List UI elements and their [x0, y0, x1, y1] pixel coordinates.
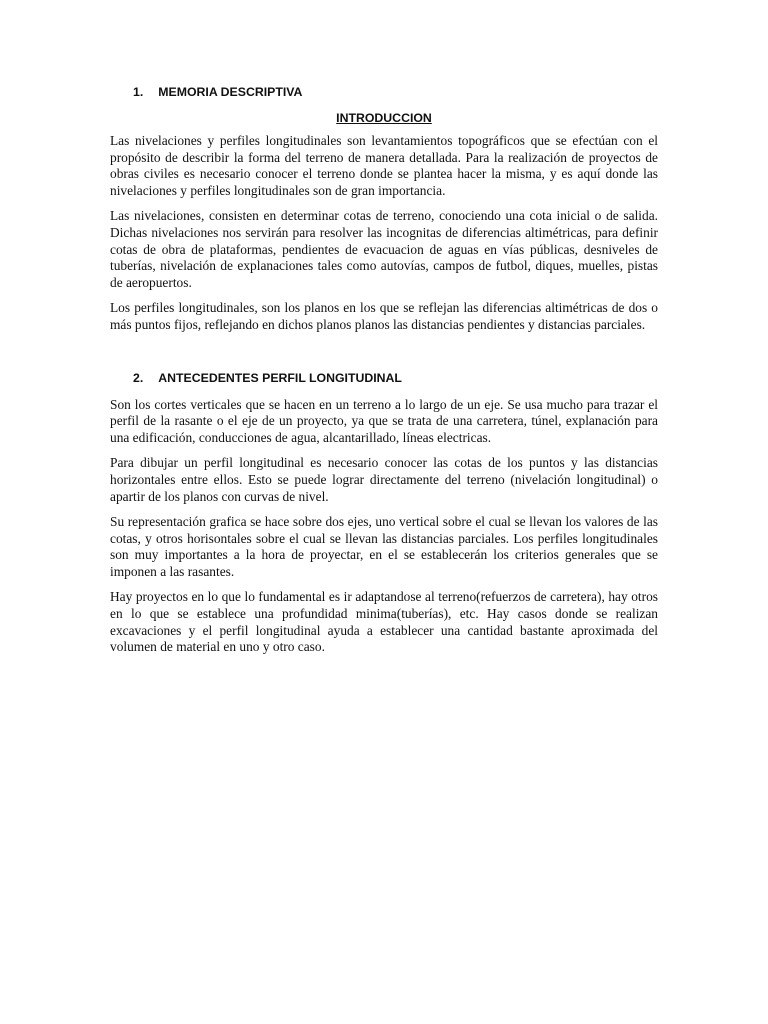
section-antecedentes: [110, 370, 658, 656]
paragraph: Los perfiles longitudinales, son los planos en los que se reflejan las diferencias altimétricas de dos o más puntos fijos, reflejando en dichos planos planos las distancias pendientes y distancias parciales.: [110, 300, 658, 332]
paragraph: Las nivelaciones, consisten en determinar cotas de terreno, conociendo una cota inicial o de salida. Dichas nivelaciones nos servirán para resolver las incognitas de diferencias altimétricas, para definir cotas de obra de plataformas, pendientes de evacuacion de aguas en vías públicas, desniveles de tuberías, nivelación de explanaciones tales como autovías, campos de futbol, diques, muelles, pistas de aeropuertos.: [110, 208, 658, 290]
section-1-heading: [110, 84, 658, 100]
paragraph: Su representación grafica se hace sobre dos ejes, uno vertical sobre el cual se llevan los valores de las cotas, y otros horisontales sobre el cual se llevan las distancias parciales. Los perfiles longitudinales son muy importantes a la hora de proyectar, en el se establecerán los criterios generales que se imponen a las rasantes.: [110, 514, 658, 579]
paragraph: Para dibujar un perfil longitudinal es necesario conocer las cotas de los puntos y las distancias horizontales entre ellos. Esto se puede lograr directamente del terreno (nivelación longitudinal) o apartir de los planos con curvas de nivel.: [110, 455, 658, 504]
paragraph: Son los cortes verticales que se hacen en un terreno a lo largo de un eje. Se usa mucho para trazar el perfil de la rasante o el eje de un proyecto, ya que se trata de una carretera, túnel, explanación para una edificación, conducciones de agua, alcantarillado, líneas electricas.: [110, 396, 658, 445]
section-2-number: 2.: [133, 370, 144, 385]
introduccion-title: INTRODUCCION: [336, 111, 432, 125]
section-memoria-descriptiva: [110, 84, 658, 334]
section-2-title: ANTECEDENTES PERFIL LONGITUDINAL: [158, 370, 402, 385]
section-1-title: MEMORIA DESCRIPTIVA: [158, 85, 303, 99]
section-1-number: 1.: [133, 85, 144, 99]
paragraph: Las nivelaciones y perfiles longitudinales son levantamientos topográficos que se efectúan con el propósito de describir la forma del terreno de manera detallada. Para la realización de proyectos de obras civiles es necesario conocer el terreno donde se plantea hacer la misma, y es aquí donde las nivelaciones y perfiles longitudinales son de gran importancia.: [110, 133, 658, 198]
section-2-heading: [110, 370, 658, 386]
document-page: [110, 84, 658, 665]
paragraph: Hay proyectos en lo que lo fundamental es ir adaptandose al terreno(refuerzos de carretera), hay otros en lo que se establece una profundidad minima(tuberías), etc. Hay casos donde se realizan excavaciones y el perfil longitudinal ayuda a establecer una cantidad bastante aproximada del volumen de material en uno y otro caso.: [110, 589, 658, 655]
